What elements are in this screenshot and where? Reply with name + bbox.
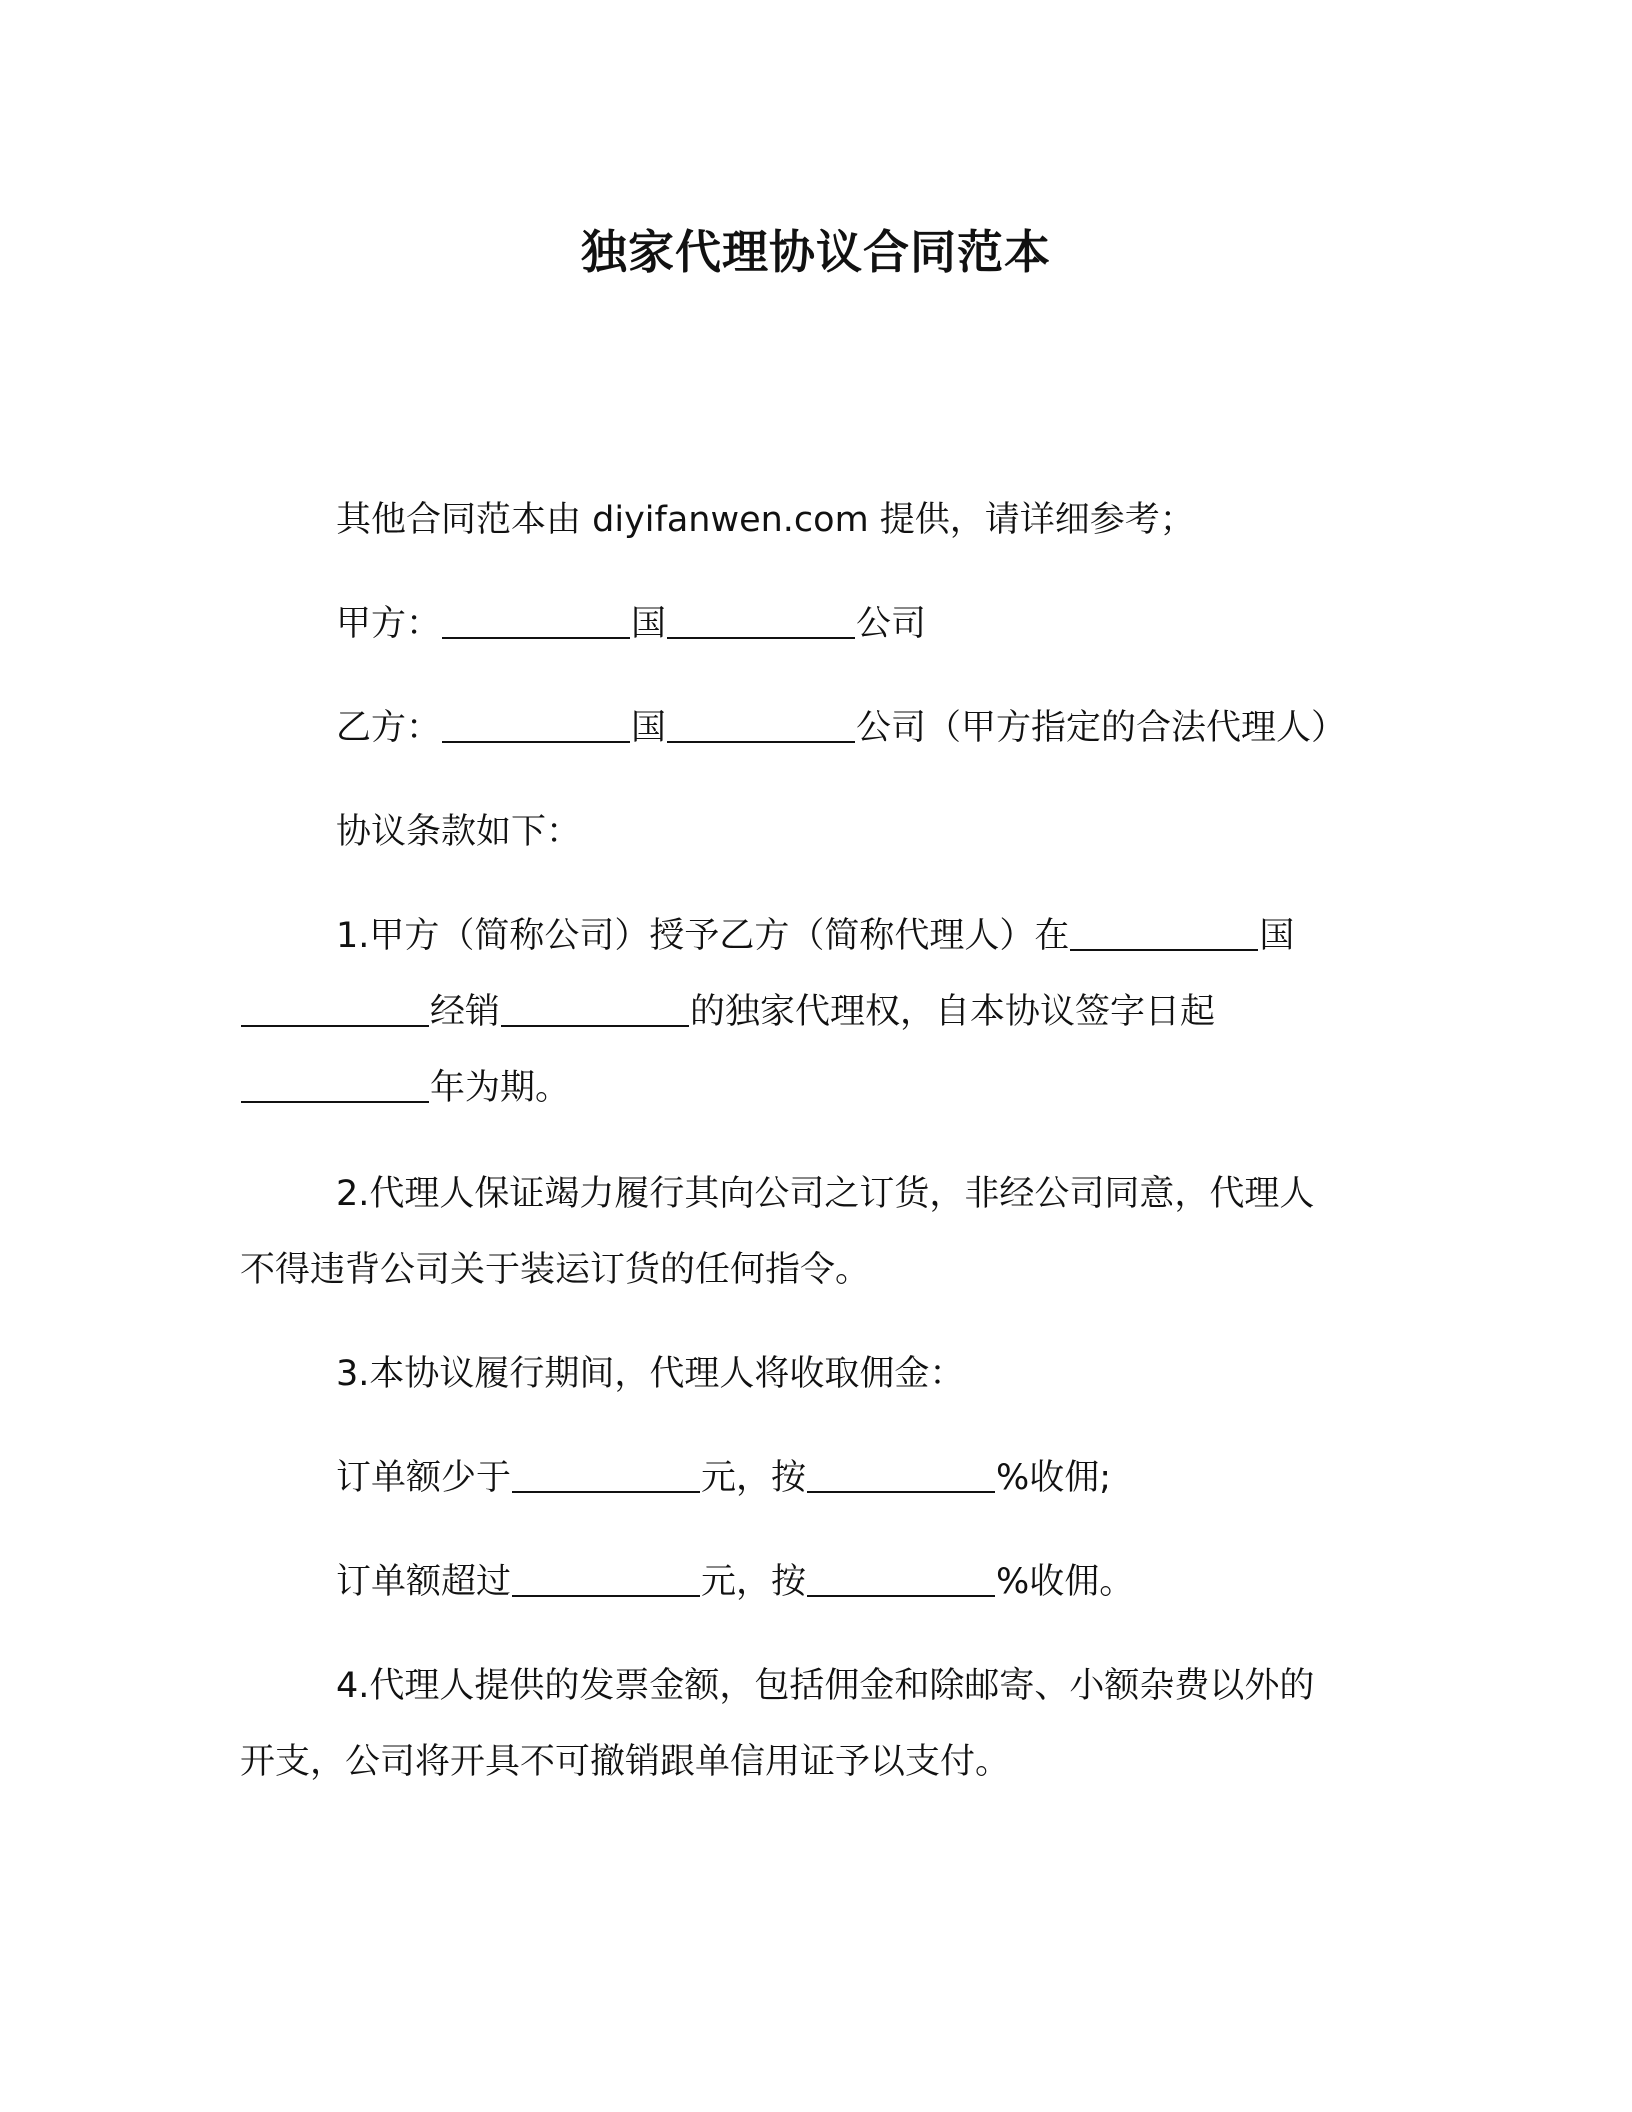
terms-heading-paragraph xyxy=(240,794,1486,870)
commission-below-text-1: 订单额少于 xyxy=(336,1458,512,1498)
clause-4-line-2: 开支，公司将开具不可撤销跟单信用证予以支付。 xyxy=(240,1742,1011,1782)
clause-1-text-2: 国 xyxy=(1259,916,1295,956)
party-b-company-suffix: 公司（甲方指定的合法代理人） xyxy=(856,708,1347,748)
commission-above-text-3: %收佣。 xyxy=(996,1562,1135,1602)
commission-below-text-2: 元，按 xyxy=(701,1458,807,1498)
clause-1 xyxy=(240,898,1390,1126)
party-a-company-blank[interactable] xyxy=(667,607,855,639)
commission-above-amount-blank[interactable] xyxy=(512,1565,700,1597)
commission-below-paragraph xyxy=(240,1440,1486,1516)
party-a-label: 甲方： xyxy=(336,604,442,644)
clause-1-line-2 xyxy=(240,974,1390,1050)
clause-1-text-3: 经销 xyxy=(430,992,501,1032)
clause-1-product-blank[interactable] xyxy=(501,995,689,1027)
party-a-country-blank[interactable] xyxy=(442,607,630,639)
commission-above-text-2: 元，按 xyxy=(701,1562,807,1602)
clause-4 xyxy=(240,1648,1390,1800)
clause-3-intro: 3.本协议履行期间，代理人将收取佣金： xyxy=(336,1354,965,1394)
intro-text: 其他合同范本由 diyifanwen.com 提供，请详细参考； xyxy=(336,500,1195,540)
party-b-country-blank[interactable] xyxy=(442,711,630,743)
commission-above-text-1: 订单额超过 xyxy=(336,1562,512,1602)
party-b-company-blank[interactable] xyxy=(667,711,855,743)
clause-1-line-1 xyxy=(240,898,1390,974)
terms-heading: 协议条款如下： xyxy=(336,812,582,852)
party-b-paragraph xyxy=(240,690,1486,766)
commission-below-rate-blank[interactable] xyxy=(807,1461,995,1493)
clause-1-text-4: 的独家代理权，自本协议签字日起 xyxy=(690,992,1216,1032)
clause-1-text-1: 1.甲方（简称公司）授予乙方（简称代理人）在 xyxy=(336,916,1070,956)
commission-above-paragraph xyxy=(240,1544,1486,1620)
clause-3-intro-paragraph xyxy=(240,1336,1486,1412)
clause-1-text-5: 年为期。 xyxy=(430,1068,571,1108)
clause-1-region-blank[interactable] xyxy=(241,995,429,1027)
party-a-paragraph xyxy=(240,586,1486,662)
clause-2-line-2: 不得违背公司关于装运订货的任何指令。 xyxy=(240,1250,871,1290)
commission-below-amount-blank[interactable] xyxy=(512,1461,700,1493)
clause-2 xyxy=(240,1156,1390,1308)
party-b-country-suffix: 国 xyxy=(631,708,667,748)
party-b-label: 乙方： xyxy=(336,708,442,748)
clause-1-years-blank[interactable] xyxy=(241,1071,429,1103)
document-title: 独家代理协议合同范本 xyxy=(581,225,1051,279)
clause-4-line-1: 4.代理人提供的发票金额，包括佣金和除邮寄、小额杂费以外的 xyxy=(336,1666,1315,1706)
clause-2-line-1: 2.代理人保证竭力履行其向公司之订货，非经公司同意，代理人 xyxy=(336,1174,1315,1214)
clause-1-line-3 xyxy=(240,1050,1390,1126)
party-a-company-suffix: 公司 xyxy=(856,604,927,644)
party-a-country-suffix: 国 xyxy=(631,604,667,644)
commission-above-rate-blank[interactable] xyxy=(807,1565,995,1597)
intro-paragraph xyxy=(240,482,1486,558)
clause-1-country-blank[interactable] xyxy=(1070,919,1258,951)
commission-below-text-3: %收佣; xyxy=(996,1458,1112,1498)
